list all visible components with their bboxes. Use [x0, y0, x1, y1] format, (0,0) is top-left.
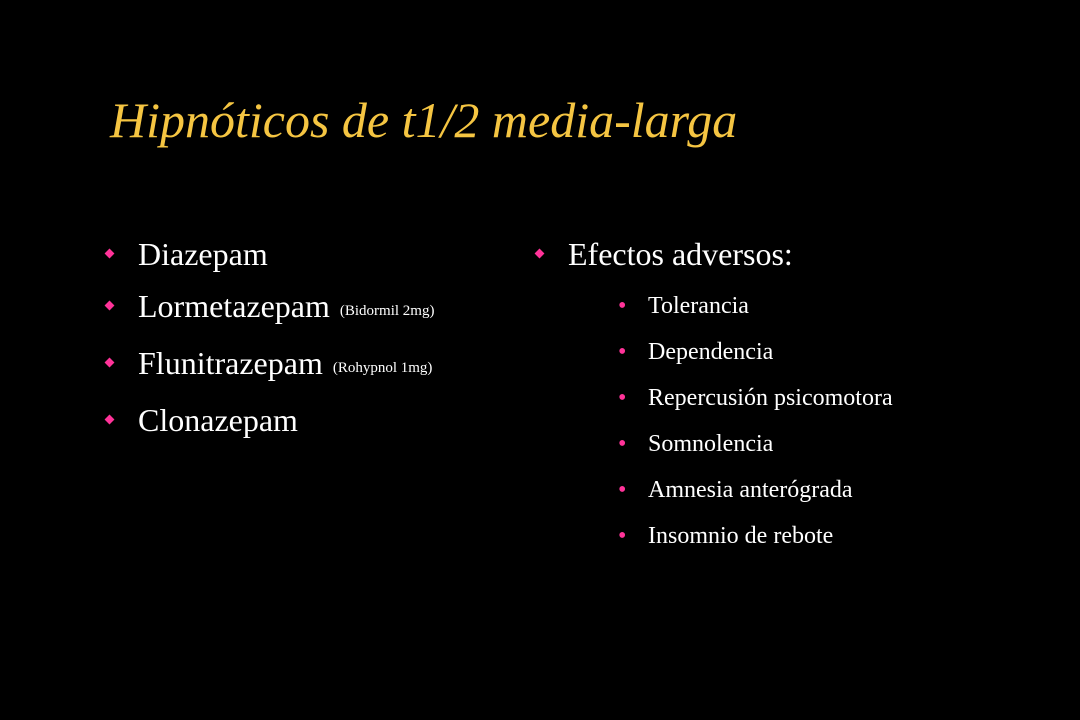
adverse-effect-label: Amnesia anterógrada [648, 477, 853, 503]
adverse-effects-heading-item [530, 228, 893, 559]
adverse-effect-label: Dependencia [648, 339, 774, 365]
adverse-effect-label: Somnolencia [648, 431, 774, 457]
adverse-effects-heading: Efectos adversos: [568, 236, 793, 272]
slide-title: Hipnóticos de t1/2 media-larga [110, 92, 738, 148]
dot-bullet-icon: • [618, 477, 627, 503]
drug-item [100, 394, 434, 446]
adverse-effect-item [610, 467, 893, 513]
dot-bullet-icon: • [618, 339, 627, 365]
diamond-bullet-icon [105, 358, 115, 368]
drug-item [100, 280, 434, 337]
drug-item [100, 337, 434, 394]
adverse-effect-item [610, 283, 893, 329]
diamond-bullet-icon [105, 415, 115, 425]
drug-brand-note: (Bidormil 2mg) [339, 303, 435, 319]
adverse-effects-list [530, 228, 893, 559]
drug-list [100, 228, 434, 446]
diamond-bullet-icon [105, 249, 115, 259]
drug-item [100, 228, 434, 280]
diamond-bullet-icon [105, 301, 115, 311]
dot-bullet-icon: • [618, 431, 627, 457]
adverse-effects-sublist [568, 283, 893, 559]
adverse-effect-label: Tolerancia [648, 293, 749, 319]
adverse-effect-item [610, 421, 893, 467]
adverse-effect-label: Insomnio de rebote [648, 523, 834, 549]
dot-bullet-icon: • [618, 385, 627, 411]
dot-bullet-icon: • [618, 293, 627, 319]
diamond-bullet-icon [535, 249, 545, 259]
adverse-effect-label: Repercusión psicomotora [648, 385, 893, 411]
drug-name: Lormetazepam [138, 288, 330, 324]
adverse-effect-item [610, 513, 893, 559]
adverse-effect-item [610, 375, 893, 421]
drug-name: Flunitrazepam [138, 345, 323, 381]
dot-bullet-icon: • [618, 523, 627, 549]
drug-name: Clonazepam [138, 402, 298, 438]
drug-brand-note: (Rohypnol 1mg) [332, 360, 433, 376]
adverse-effect-item [610, 329, 893, 375]
drug-name: Diazepam [138, 236, 268, 272]
